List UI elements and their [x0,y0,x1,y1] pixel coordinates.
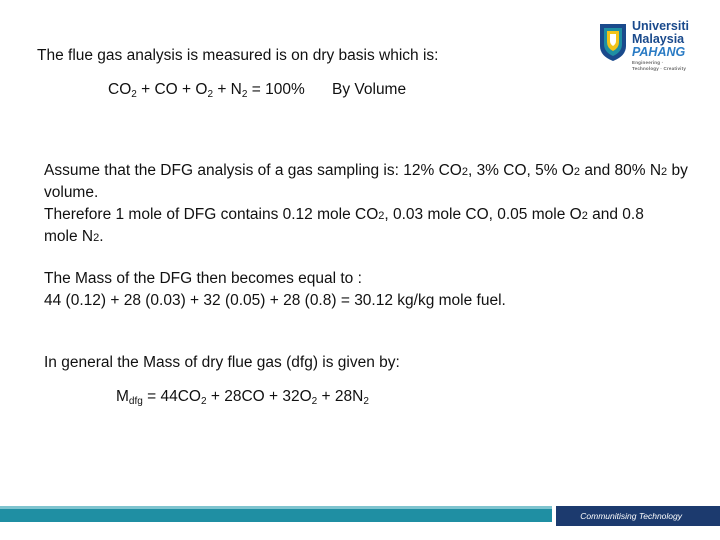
assume-l4-c: . [99,228,104,245]
eq1-suffix: = 100% [247,81,305,98]
eq2-a: = 44CO [142,388,201,405]
assume-line-3 [44,204,644,227]
eq2-m: M [116,388,129,405]
assume-l3-e: and 0.8 [587,206,644,223]
logo-tagline: Engineering · Technology · Creativity [632,60,687,71]
eq1-mid2: + N [213,81,242,98]
eq1-sub3: 2 [241,89,248,100]
assume-l3-b: 2 [378,210,385,222]
eq2-msub: dfg [128,396,143,407]
mass-line-2: 44 (0.12) + 28 (0.03) + 32 (0.05) + 28 (0.8) = 30.12 kg/kg mole fuel. [44,292,506,309]
assume-l1-g: by [667,162,688,179]
eq2-s2: 2 [311,396,318,407]
eq1-sub1: 2 [131,89,137,100]
by-volume-note: By Volume [332,81,407,98]
mass-dfg-equation [116,386,369,408]
volume-equation [108,79,305,101]
eq1-prefix: CO [108,81,132,98]
assume-line-2: volume. [44,184,99,201]
eq2-b: + 28CO + 32O [206,388,312,405]
assume-l1-f: 2 [661,166,668,178]
logo-text-line1: Universiti [632,19,689,33]
mass-line-1: The Mass of the DFG then becomes equal to : [44,270,362,287]
assume-line-1 [44,160,688,183]
heading-text: The flue gas analysis is measured is on dry basis which is: [37,47,439,64]
assume-l1-b: 2 [461,166,468,178]
shield-emblem-icon [598,22,628,62]
logo-text-line3: PAHANG [632,45,686,59]
eq2-c: + 28N [317,388,364,405]
assume-l3-d: 2 [581,210,588,222]
footer-tagline: Communitising Technology [580,511,682,521]
university-logo [598,20,690,70]
assume-l3-c: , 0.03 mole CO, 0.05 mole O [384,206,582,223]
assume-l1-a: Assume that the DFG analysis of a gas sampling is: 12% CO [44,162,462,179]
assume-l1-d: 2 [573,166,581,178]
eq2-s3: 2 [363,396,369,407]
logo-text-line2: Malaysia [632,32,685,46]
eq1-sub2: 2 [207,89,214,100]
assume-l3-a: Therefore 1 mole of DFG contains 0.12 mole CO [44,206,379,223]
footer-bar [0,506,720,526]
assume-l1-e: and 80% N [580,162,662,179]
assume-l1-c: , 3% CO, 5% O [467,162,574,179]
assume-line-4 [44,226,104,249]
assume-l4-b: 2 [93,232,100,244]
general-text: In general the Mass of dry flue gas (dfg) is given by: [44,354,400,371]
assume-l4-a: mole N [44,228,94,245]
eq1-mid1: + CO + O [136,81,208,98]
eq2-s1: 2 [200,396,207,407]
